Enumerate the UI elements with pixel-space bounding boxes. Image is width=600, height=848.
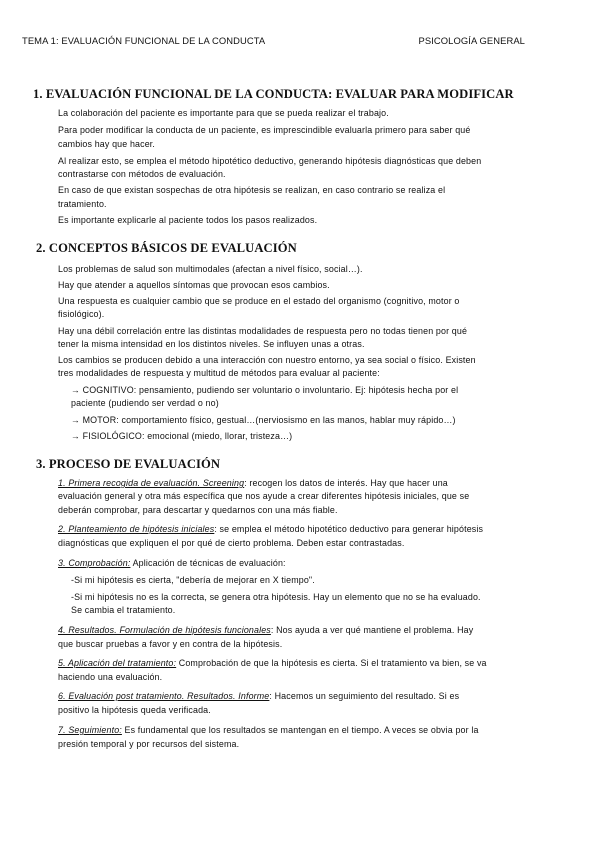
paragraph: Una respuesta es cualquier cambio que se produce en el estado del organismo (cognitivo, motor o [58,296,460,306]
page-header [22,35,525,49]
paragraph: -Si mi hipótesis es cierta, "debería de mejorar en X tiempo". [71,575,315,585]
paragraph: que buscar pruebas a favor y en contra de la hipótesis. [58,639,283,649]
paragraph: evaluación general y otra más específica que nos ayude a crear diferentes hipótesis iniciales, que se [58,491,470,501]
step-3-label: 3. Comprobación: [58,558,131,568]
paragraph: La colaboración del paciente es importante para que se pueda realizar el trabajo. [58,108,389,118]
step-1-text: : recogen los datos de interés. Hay que hacer una [244,478,448,488]
paragraph: Hay una débil correlación entre las distintas modalidades de respuesta pero no todas tienen por qué [58,326,468,336]
paragraph: Los cambios se producen debido a una interacción con nuestro entorno, ya sea social o físico. Existen [58,355,476,365]
section-2-title: 2. CONCEPTOS BÁSICOS DE EVALUACIÓN [36,241,297,255]
paragraph: fisiológico). [58,309,105,319]
step-6-label: 6. Evaluación post tratamiento. Resultados. Informe [58,691,270,701]
paragraph: -Si mi hipótesis no es la correcta, se genera otra hipótesis. Hay un elemento que no se ha evaluado. [71,592,481,602]
step-7-text: Es fundamental que los resultados se mantengan en el tiempo. A veces se obvia por la [121,725,479,735]
paragraph: Hay que atender a aquellos síntomas que provocan esos cambios. [58,280,330,290]
bullet-fisiologico: → FISIOLÓGICO: emocional (miedo, llorar, tristeza…) [71,431,293,441]
step-4-text: : Nos ayuda a ver qué mantiene el problema. Hay [270,625,474,635]
paragraph: cambios hay que hacer. [58,139,156,149]
paragraph: Es importante explicarle al paciente todos los pasos realizados. [58,215,318,225]
step-1 [58,477,448,490]
paragraph: contrastarse con métodos de evaluación. [58,169,226,179]
paragraph: haciendo una evaluación. [58,672,163,682]
paragraph: En caso de que existan sospechas de otra hipótesis se realizan, en caso contrario se realiza el [58,185,446,195]
paragraph: positivo la hipótesis queda verificada. [58,705,211,715]
paragraph: Se cambia el tratamiento. [71,605,176,615]
header-topic: TEMA 1: EVALUACIÓN FUNCIONAL DE LA CONDUCTA [22,35,266,46]
bullet-motor: → MOTOR: comportamiento físico, gestual…(nerviosismo en las manos, hablar muy rápido…) [71,415,456,425]
step-3 [58,557,286,570]
step-3-text: Aplicación de técnicas de evaluación: [130,558,286,568]
step-1-label: 1. Primera recogida de evaluación. Screening [58,478,245,488]
step-6-text: : Hacemos un seguimiento del resultado. Si es [269,691,460,701]
section-3-title: 3. PROCESO DE EVALUACIÓN [36,457,221,471]
step-2 [58,523,483,536]
paragraph: tres modalidades de respuesta y multitud de métodos para evaluar al paciente: [58,368,380,378]
bullet-cognitivo: → COGNITIVO: pensamiento, pudiendo ser voluntario o involuntario. Ej: hipótesis hecha por el [71,385,459,395]
paragraph: presión temporal y por recursos del sistema. [58,739,240,749]
step-5 [58,657,487,670]
step-5-text: Comprobación de que la hipótesis es cierta. Si el tratamiento va bien, se va [176,658,487,668]
step-5-label: 5. Aplicación del tratamiento: [58,658,177,668]
bullet-cognitivo-cont: paciente (pudiendo ser verdad o no) [71,398,219,408]
paragraph: diagnósticas que expliquen el por qué de cierto problema. Deben estar contrastadas. [58,538,405,548]
header-subject: PSICOLOGÍA GENERAL [418,35,525,46]
paragraph: Los problemas de salud son multimodales (afectan a nivel físico, social…). [58,264,363,274]
step-4 [58,624,473,637]
paragraph: tratamiento. [58,199,107,209]
step-4-label: 4. Resultados. Formulación de hipótesis funcionales [58,625,271,635]
step-2-text: : se emplea el método hipotético deductivo para generar hipótesis [214,524,484,534]
step-7-label: 7. Seguimiento: [58,725,122,735]
section-1-title: 1. EVALUACIÓN FUNCIONAL DE LA CONDUCTA: EVALUAR PARA MODIFICAR [33,87,514,101]
step-2-label: 2. Planteamiento de hipótesis iniciales [58,524,215,534]
paragraph: deberán comprobar, para descartar y quedarnos con una más fiable. [58,505,338,515]
paragraph: Al realizar esto, se emplea el método hipotético deductivo, generando hipótesis diagnósticas que deben [58,156,482,166]
paragraph: tener la misma intensidad en los distintos niveles. Se influyen unas a otras. [58,339,365,349]
paragraph: Para poder modificar la conducta de un paciente, es imprescindible evaluarla primero para saber qué [58,125,471,135]
step-7 [58,724,479,737]
step-6 [58,690,459,703]
